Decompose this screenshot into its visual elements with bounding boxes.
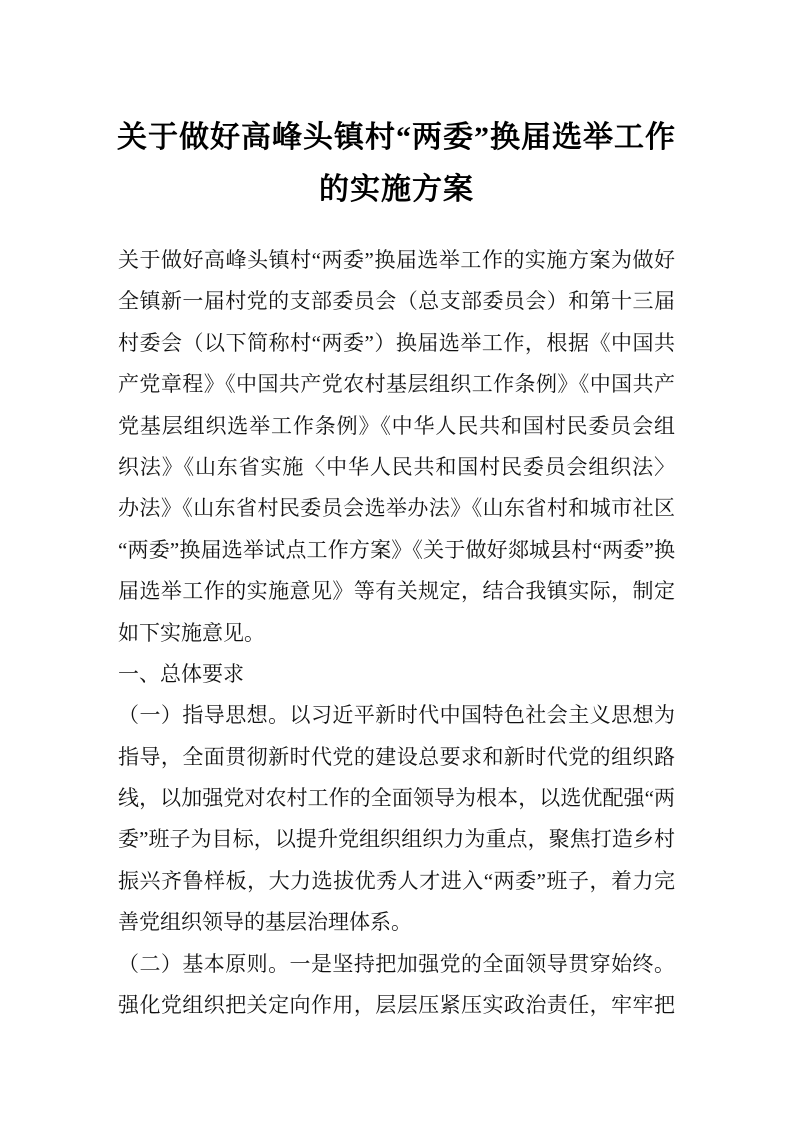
title-line: 关于做好高峰头镇村“两委”换届选举工作 <box>117 121 676 154</box>
body-line: 委”班子为目标，以提升党组织组织力为重点，聚焦打造乡村 <box>118 827 675 852</box>
body-line: 如下实施意见。 <box>118 620 265 645</box>
body-line: “两委”换届选举试点工作方案》《关于做好郯城县村“两委”换 <box>118 537 675 562</box>
body-line: （一）指导思想。以习近平新时代中国特色社会主义思想为 <box>118 703 675 728</box>
body-line: 善党组织领导的基层治理体系。 <box>118 910 412 935</box>
body-line: 届选举工作的实施意见》等有关规定，结合我镇实际，制定 <box>118 579 675 604</box>
body-line: 全镇新一届村党的支部委员会（总支部委员会）和第十三届 <box>118 289 675 314</box>
document-body <box>118 240 675 1026</box>
body-line: 办法》《山东省村民委员会选举办法》《山东省村和城市社区 <box>118 496 675 521</box>
body-line: 织法》《山东省实施〈中华人民共和国村民委员会组织法〉 <box>118 454 675 479</box>
body-line: 一、总体要求 <box>118 661 244 686</box>
body-line: 振兴齐鲁样板，大力选拔优秀人才进入“两委”班子，着力完 <box>118 868 675 893</box>
body-line: 党基层组织选举工作条例》《中华人民共和国村民委员会组 <box>118 413 675 438</box>
document-title <box>0 112 793 216</box>
body-line: 产党章程》《中国共产党农村基层组织工作条例》《中国共产 <box>118 372 675 397</box>
body-line: 强化党组织把关定向作用，层层压紧压实政治责任，牢牢把 <box>118 993 675 1018</box>
body-line: 村委会（以下简称村“两委”）换届选举工作，根据《中国共 <box>118 330 675 355</box>
body-line: （二）基本原则。一是坚持把加强党的全面领导贯穿始终。 <box>118 951 675 976</box>
body-line: 关于做好高峰头镇村“两委”换届选举工作的实施方案为做好 <box>118 248 675 272</box>
title-line: 的实施方案 <box>319 173 474 206</box>
body-line: 线，以加强党对农村工作的全面领导为根本，以选优配强“两 <box>118 786 675 811</box>
body-line: 指导，全面贯彻新时代党的建设总要求和新时代党的组织路 <box>118 744 675 769</box>
